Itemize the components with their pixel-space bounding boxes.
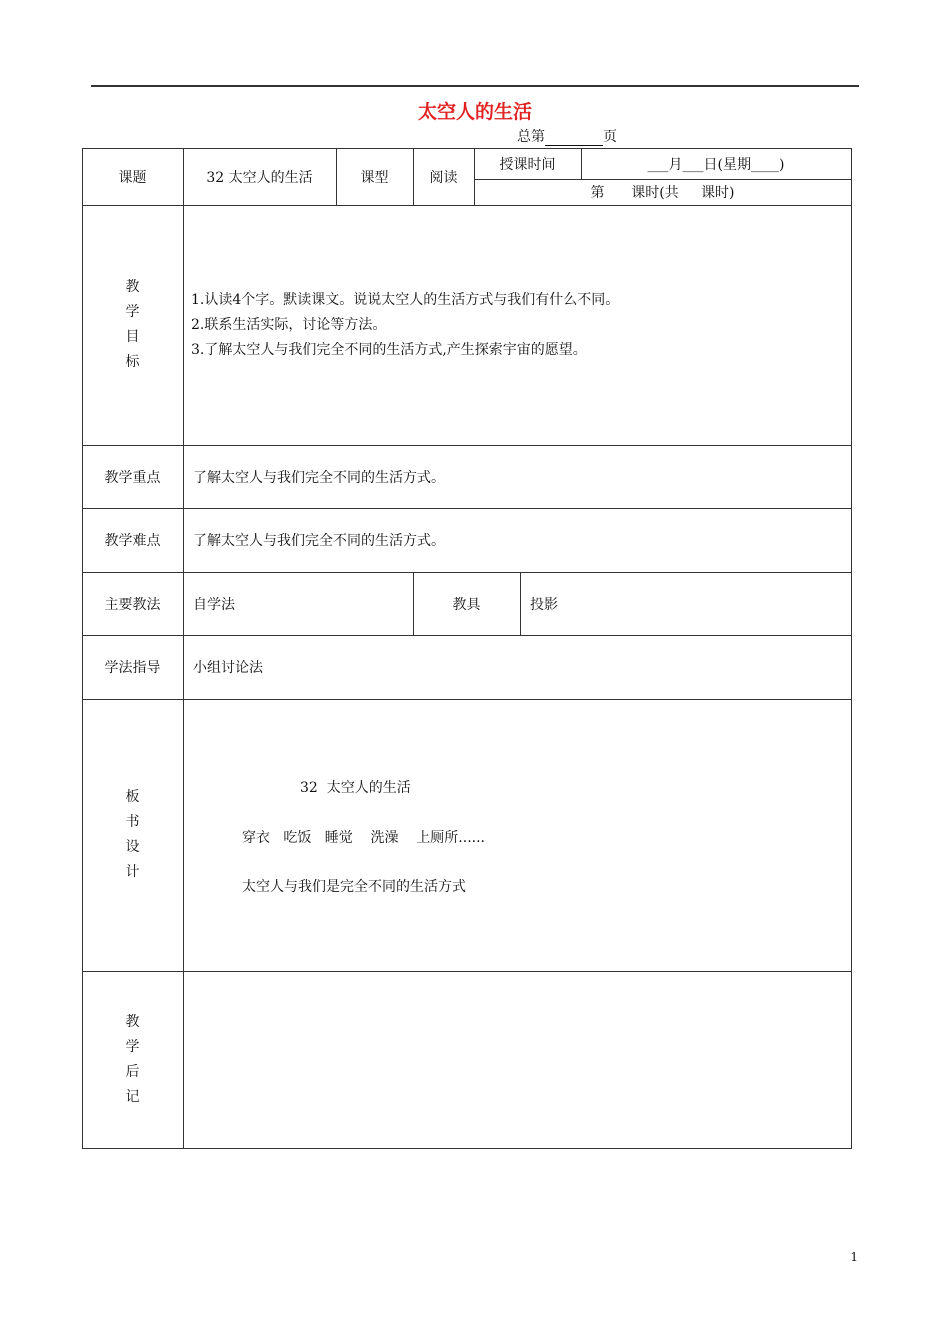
- goals-label-char: 目: [125, 329, 140, 345]
- page-number: 1: [850, 1250, 858, 1264]
- time-label: 授课时间: [499, 156, 556, 173]
- board-label-char: 板: [125, 789, 140, 805]
- date-line: ___月___日(星期____): [647, 156, 785, 173]
- board-label-char: 计: [125, 864, 140, 880]
- reflection-label-char: 学: [125, 1038, 140, 1055]
- board-label-char: 设: [125, 839, 140, 855]
- topic-value: 32 太空人的生活: [206, 169, 313, 186]
- tools-label: 教具: [452, 596, 481, 613]
- goals-label: [82, 205, 183, 445]
- guidance-value: 小组讨论法: [193, 660, 263, 676]
- page-total-suffix: 页: [603, 129, 617, 145]
- reflection-label-char: 记: [125, 1088, 140, 1105]
- board-label-char: 书: [125, 814, 140, 830]
- key-point-label: 教学重点: [104, 469, 161, 486]
- document-title: 太空人的生活: [417, 101, 532, 123]
- reflection-content: [183, 971, 851, 1148]
- period-line: 第 课时(共 课时): [590, 185, 735, 201]
- goals-label-char: 标: [125, 354, 140, 370]
- reflection-label-char: 后: [125, 1063, 140, 1080]
- key-point-value: 了解太空人与我们完全不同的生活方式。: [193, 469, 445, 486]
- board-title: 32 太空人的生活: [300, 780, 411, 796]
- board-summary: 太空人与我们是完全不同的生活方式: [242, 879, 466, 895]
- goal-item: 3.了解太空人与我们完全不同的生活方式,产生探索宇宙的愿望。: [191, 342, 587, 358]
- goal-item: 2.联系生活实际，讨论等方法。: [191, 317, 387, 333]
- method-value: 自学法: [193, 596, 235, 613]
- page-total: [517, 126, 617, 146]
- board-label: [82, 699, 183, 971]
- guidance-label: 学法指导: [104, 660, 161, 676]
- top-rule: [91, 85, 859, 87]
- board-items: 穿衣 吃饭 睡觉 洗澡 上厕所......: [242, 830, 486, 846]
- method-label: 主要教法: [104, 596, 161, 613]
- goals-label-char: 教: [125, 279, 140, 295]
- page-total-prefix: 总第: [517, 129, 545, 145]
- type-value: 阅读: [429, 169, 458, 186]
- goal-item: 1.认读4个字。默读课文。说说太空人的生活方式与我们有什么不同。: [191, 292, 620, 308]
- page-total-blank: [545, 131, 603, 146]
- difficulty-value: 了解太空人与我们完全不同的生活方式。: [193, 533, 445, 549]
- goals-list: [191, 288, 619, 363]
- reflection-label: [82, 971, 183, 1148]
- goals-label-char: 学: [125, 304, 140, 320]
- topic-label: 课题: [118, 169, 147, 186]
- difficulty-label: 教学难点: [104, 533, 161, 549]
- reflection-label-char: 教: [125, 1013, 140, 1030]
- tools-value: 投影: [530, 596, 558, 613]
- type-label: 课型: [360, 169, 389, 186]
